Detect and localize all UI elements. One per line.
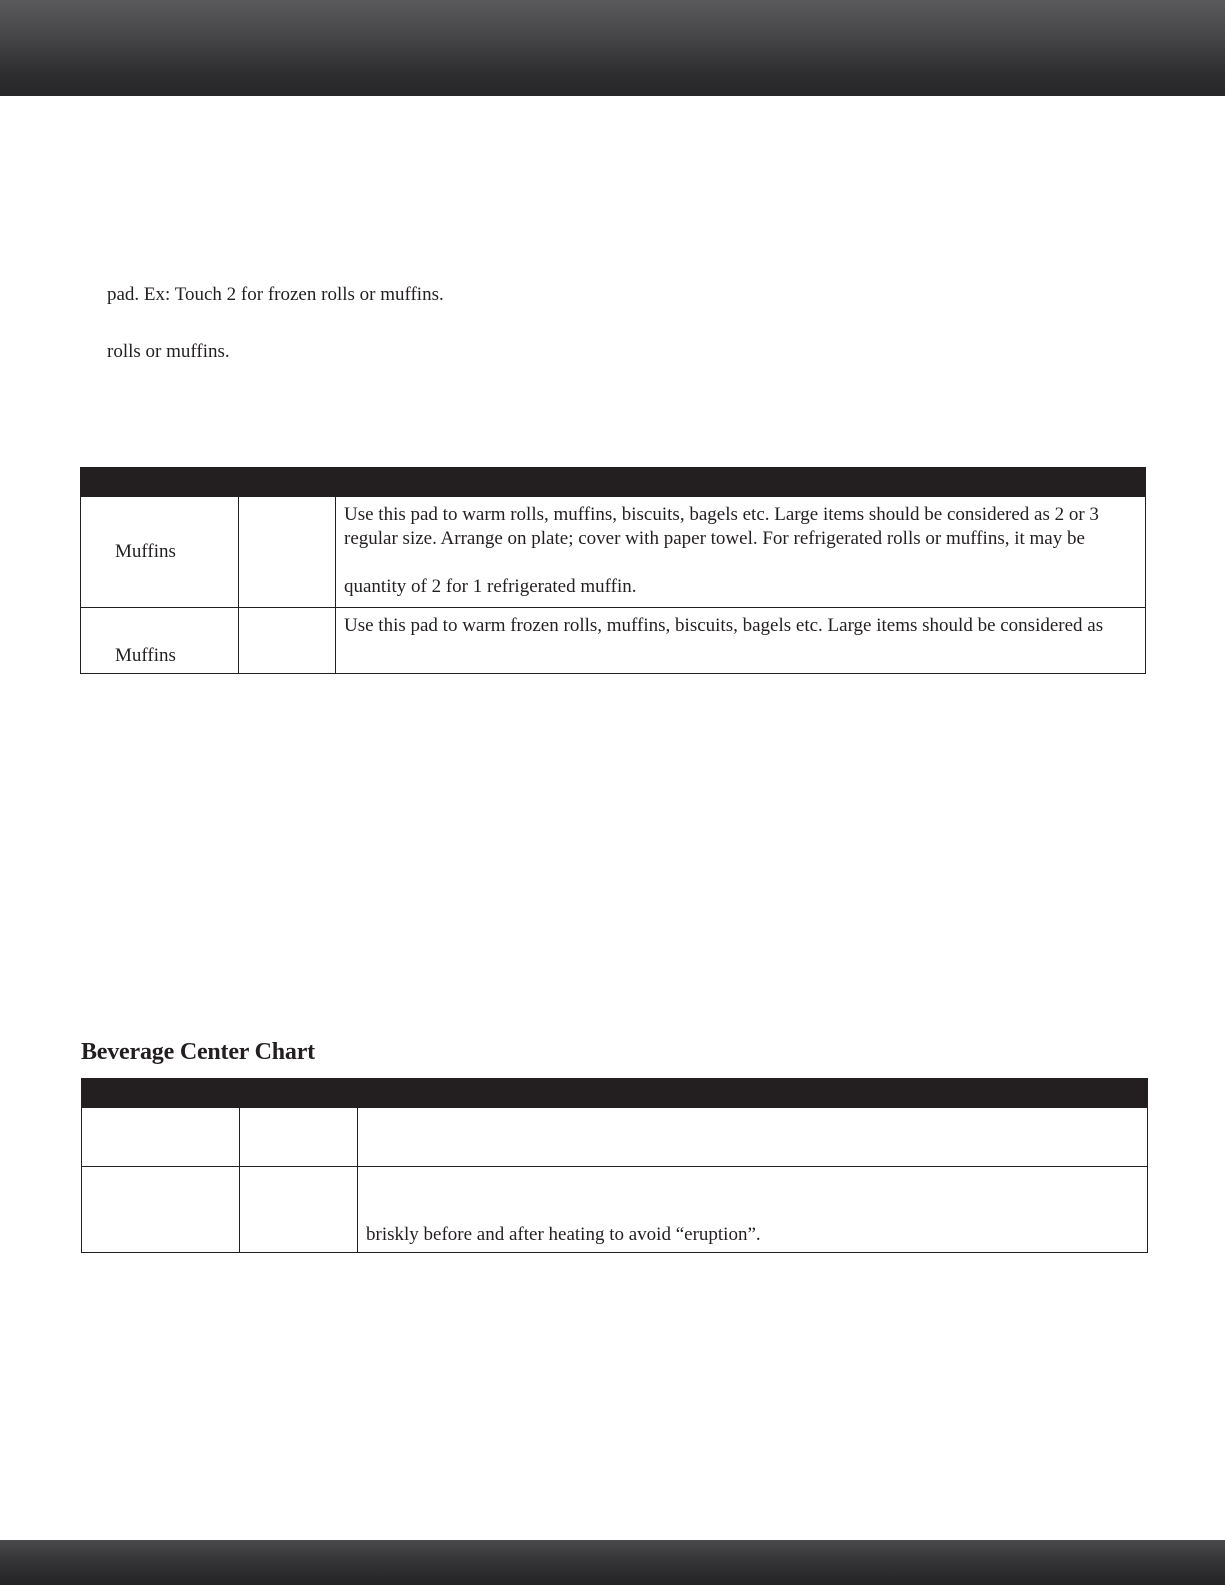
body-text-line: pad. Ex: Touch 2 for frozen rolls or muffins. — [107, 284, 444, 305]
table-row — [82, 1167, 1148, 1253]
table-cell-item: Muffins — [81, 608, 239, 674]
body-text-line: rolls or muffins. — [107, 341, 230, 362]
table-cell-item — [82, 1108, 240, 1167]
section-title: Beverage Center Chart — [81, 1039, 315, 1065]
description-line: regular size. Arrange on plate; cover with paper towel. For refrigerated rolls or muffins, it may be — [344, 528, 1085, 549]
table-header-cell — [240, 1079, 358, 1108]
description-line: quantity of 2 for 1 refrigerated muffin. — [344, 576, 637, 597]
table-cell-description — [336, 497, 1146, 608]
table-cell-amount — [239, 608, 336, 674]
page-footer-band — [0, 1540, 1225, 1585]
description-line: Use this pad to warm rolls, muffins, biscuits, bagels etc. Large items should be considered as 2 or 3 — [344, 504, 1099, 525]
table-header-cell — [81, 468, 239, 497]
table-row — [82, 1108, 1148, 1167]
table-cell-amount — [240, 1108, 358, 1167]
bread-table — [80, 467, 1146, 674]
description-line: Use this pad to warm frozen rolls, muffins, biscuits, bagels etc. Large items should be considered as — [344, 615, 1104, 636]
table-cell-amount — [239, 497, 336, 608]
table-header-cell — [239, 468, 336, 497]
table-cell-description — [358, 1108, 1148, 1167]
table-header-cell — [358, 1079, 1148, 1108]
table-cell-description — [336, 608, 1146, 674]
page-header-band — [0, 0, 1225, 96]
table-header-cell — [82, 1079, 240, 1108]
table-row — [81, 497, 1146, 608]
table-header-row — [81, 468, 1146, 497]
table-cell-amount — [240, 1167, 358, 1253]
table-cell-item — [82, 1167, 240, 1253]
table-row — [81, 608, 1146, 674]
beverage-table — [81, 1078, 1148, 1253]
table-header-cell — [336, 468, 1146, 497]
table-cell-item: Muffins — [81, 497, 239, 608]
table-header-row — [82, 1079, 1148, 1108]
table-cell-description: briskly before and after heating to avoid “eruption”. — [358, 1167, 1148, 1253]
